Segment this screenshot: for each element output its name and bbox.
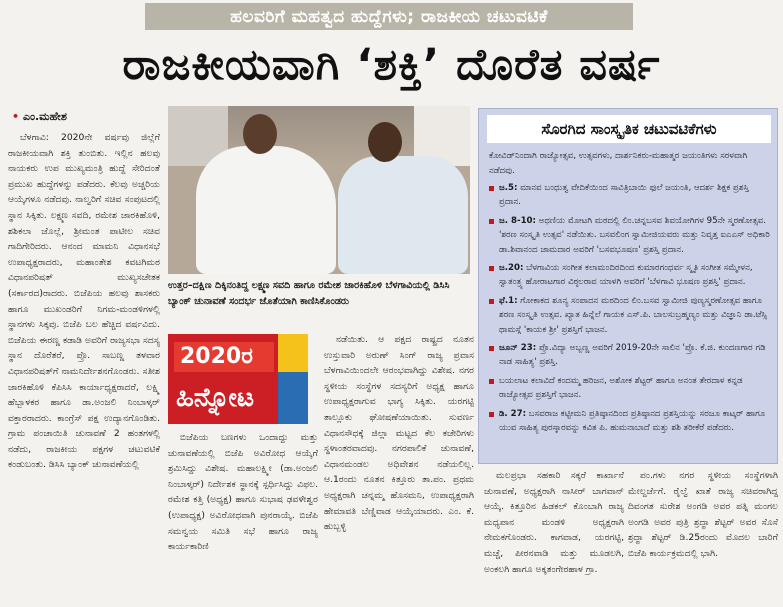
kicker-bar xyxy=(145,3,633,30)
headline xyxy=(0,34,783,96)
promo-word: ಹಿನ್ನೋಟ xyxy=(176,383,254,413)
article-column-2 xyxy=(168,430,318,602)
list-item: ಜ.5: ಮಾನವ ಬಂಧುತ್ವ ವೇದಿಕೆಯಿಂದ ಸಾವಿತ್ರಿಬಾಯಿ ಫುಲೆ ಜಯಂತಿ, ಆದರ್ಶ ಶಿಕ್ಷಕ ಪ್ರಶಸ್ತಿ ಪ್ರದಾನ. xyxy=(489,181,771,210)
article-column-5 xyxy=(628,468,778,602)
news-photo xyxy=(168,106,470,274)
article-column-4 xyxy=(484,468,624,602)
sidebar-list xyxy=(489,181,771,440)
list-item: ಜ. 8-10: ಅಥಣಿಯ ಮೋಟಗಿ ಮಠದಲ್ಲಿ ಲಿಂ.ಚನ್ನಬಸವ ಶಿವಯೋಗಿಗಳ 95ನೇ ಸ್ಮರಣೋತ್ಸವ. 'ಶರಣ ಸಂಸ್ಕೃತಿ ಉತ್ಸವ' ನಡೆಯಿತು. ಬಸವಲಿಂಗ ಸ್ವಾಮೀಜಿಯವರು ಮತ್ತು ನಿವೃತ್ತ ಐಎಎಸ್ ಅಧಿಕಾರಿ ಡಾ.ಶಿವಾನಂದ ಜಾಮದಾರ ಅವರಿಗೆ 'ಬಸವಭೂಷಣ' ಪ್ರಶಸ್ತಿ ಪ್ರದಾನ. xyxy=(489,214,771,257)
headline-text: ರಾಜಕೀಯವಾಗಿ ‘ಶಕ್ತಿ’ ದೊರೆತ ವರ್ಷ xyxy=(122,40,661,90)
list-item: ಫೆ.1: ಗೋಕಾಕದ ಶೂನ್ಯ ಸಂಪಾದನ ಮಠದಿಂದ ಲಿಂ.ಬಸವ ಸ್ವಾಮೀಜಿ ಪುಣ್ಯಸ್ಮರಣೋತ್ಸವ ಹಾಗೂ ಶರಣ ಸಂಸ್ಕೃತಿ ಉತ್ಸವ. ಖ್ಯಾತ ಹಿನ್ನೆಲೆ ಗಾಯಕ ಎಸ್.ಪಿ. ಬಾಲಸುಬ್ರಹ್ಮಣ್ಯಂ ಮತ್ತು ವಿಜ್ಞಾನಿ ಡಾ.ಟೆಸ್ಸಿ ಥಾಮಸ್ಗೆ 'ಕಾಯಕ ಶ್ರೀ' ಪ್ರಶಸ್ತಿಗೆ ಭಾಜನ. xyxy=(489,294,771,337)
kicker-text: ಹಲವರಿಗೆ ಮಹತ್ವದ ಹುದ್ದೆಗಳು; ರಾಜಕೀಯ ಚಟುವಟಿಕೆ xyxy=(230,6,548,27)
sidebar-title: ಸೊರಗಿದ ಸಾಂಸ್ಕೃತಿಕ ಚಟುವಟಿಕೆಗಳು xyxy=(487,115,771,143)
article-text: ಬೆಳಗಾವಿ: 2020ನೇ ವರ್ಷವು ಜಿಲ್ಲೆಗೆ ರಾಜಕೀಯವಾಗಿ ಶಕ್ತಿ ತುಂಬಿತು. ಇಲ್ಲಿನ ಹಲವು ನಾಯಕರು ಉಪ ಮುಖ್ಯಮಂತ್ರಿ ಹುದ್ದೆ ಸೇರಿದಂತೆ ಪ್ರಮುಖ ಹುದ್ದೆಗಳನ್ನು ಪಡೆದರು. ಕೆಲವು ಅಚ್ಚರಿಯ ಆಯ್ಕೆಗಳೂ ನಡೆದವು. ನಾಲ್ವರಿಗೆ ಸಚಿವ ಸಂಪುಟದಲ್ಲಿ ಸ್ಥಾನ ಸಿಕ್ಕಿತು. ಲಕ್ಷ್ಮಣ ಸವದಿ, ರಮೇಶ ಜಾರಕಿಹೊಳಿ, ಶಶಿಕಲಾ ಜೊಲ್ಲೆ, ಶ್ರೀಮಂತ ಪಾಟೀಲ ಸಚಿವ ಗಾದಿಗೇರಿದರು. ಆನಂದ ಮಾಮನಿ ವಿಧಾನಸಭೆ ಉಪಾಧ್ಯಕ್ಷರಾದರು, ಮಹಾಂತೇಶ ಕವಟಗಿಮಠ ವಿಧಾನಪರಿಷತ್ ಮುಖ್ಯಸಚೇತಕ (ಸರ್ಕಾರದ)ರಾದರು. ಬಿಜೆಪಿಯ ಹಲವು ಶಾಸಕರು ಹಾಗೂ ಮುಖಂಡರಿಗೆ ನಿಗಮ-ಮಂಡಳಿಗಳಲ್ಲಿ ಸ್ಥಾನಗಳು ಸಿಕ್ಕವು. ಬಿಜೆಪಿ ಬಲ ಹೆಚ್ಚಿದ ವರ್ಷವಿದು. ಬಿಜೆಪಿಯ ಈರಣ್ಣ ಕಡಾಡಿ ಅವರಿಗೆ ರಾಜ್ಯಸಭಾ ಸದಸ್ಯ ಸ್ಥಾನ ದೊರೆತರೆ, ಪ್ರೊ. ಸಾಬಣ್ಣ ತಳವಾರ ವಿಧಾನಪರಿಷತ್‌ಗೆ ನಾಮನಿರ್ದೇಶನಗೊಂಡರು. ಸತೀಶ ಜಾರಕಿಹೊಳಿ ಕೆಪಿಸಿಸಿ ಕಾರ್ಯಾಧ್ಯಕ್ಷರಾದರೆ, ಲಕ್ಷ್ಮಿ ಹೆಬ್ಬಾಳಕರ ಹಾಗೂ ಡಾ.ಅಂಜಲಿ ನಿಂಬಾಳ್ಕರ್ ವಕ್ತಾರರಾದರು. ಕಾಂಗ್ರೆಸ್ ಪಕ್ಷ ಉದ್ಯಾನಗೊಂಡಿತು. ಗ್ರಾಮ ಪಂಚಾಯಿತಿ ಚುನಾವಣೆ 2 ಹಂತಗಳಲ್ಲಿ ನಡೆದು, ರಾಜಕೀಯ ಪಕ್ಷಗಳ ಚಟುವಟಿಕೆ ಕಂಡುಬಂತು. ಡಿಸಿಸಿ ಬ್ಯಾಂಕ್ ಚುನಾವಣೆಯಲ್ಲಿ xyxy=(8,132,160,471)
article-text: ಮಲಪ್ರಭಾ ಸಹಕಾರಿ ಸಕ್ಕರೆ ಕಾರ್ಖಾನೆ ಚುನಾವಣೆ, ಅಧ್ಯಕ್ಷರಾಗಿ ನಾಸೀರ್ ಬಾಗವಾನ್ ಆಯ್ಕೆ. ಕಿತ್ತೂರಿನ ಹಿಡಕಲ್ ಕೊಂಬಾಗಿ ರಾಜ್ಯ ಮಧ್ಯಪಾನ ಮಂಡಳಿ ಅಧ್ಯಕ್ಷರಾಗಿ ನೇಮಕಗೊಂಡರು. ಕಾಗವಾಡ, ಯರಗಟ್ಟಿ, ಮಚ್ಚೆ, ಪೀರನವಾಡಿ ಮತ್ತು ಮೂಡಲಗಿ, ಅಂಕಲಗಿ ಹಾಗೂ ಅಕ್ಕತಂಗೇರಹಾಳ ಗ್ರಾ. xyxy=(484,470,624,575)
photo-caption: ಉತ್ತರ–ದಕ್ಷಿಣ ದಿಕ್ಕಿನಂತಿದ್ದ ಲಕ್ಷ್ಮಣ ಸವದಿ ಹಾಗೂ ರಮೇಶ ಜಾರಕಿಹೊಳಿ ಬೆಳಗಾವಿಯಲ್ಲಿ ಡಿಸಿಸಿ ಬ್ಯಾಂಕ್ ಚುನಾವಣೆ ಸಂದರ್ಭ ಜೊತೆಯಾಗಿ ಕಾಣಿಸಿಕೊಂಡರು xyxy=(168,280,450,307)
list-item: ಡಿ. 27: ಬಸವರಾಜ ಕಟ್ಟೀಮನಿ ಪ್ರತಿಷ್ಠಾನದಿಂದ ಪ್ರತಿಷ್ಠಾನದ ಪ್ರಶಸ್ತಿಯನ್ನು ಸರಜೂ ಕಾಟ್ಕರ್ ಹಾಗೂ ಯುವ ಸಾಹಿತ್ಯ ಪುರಸ್ಕಾರವನ್ನು ಕವಿತ ಪಿ. ಹುಮನಾಬಾದೆ ಮತ್ತು ಶಶಿ ತರೀಕೆರೆ ಪಡೆದರು. xyxy=(489,407,771,436)
byline: • ಎಂ.ಮಹೇಶ xyxy=(12,110,67,124)
article-column-1 xyxy=(8,130,160,602)
person-left xyxy=(196,146,336,274)
article-text: ಬಿಜೆಪಿಯ ಬಣಗಳು ಒಂದಾದ್ದು ಮತ್ತು ಚುನಾವಣೆಯಲ್ಲಿ ಬಿಜೆಪಿ ಅವಿರೋಧ ಆಯ್ಕೆಗೆ ಶ್ರಮಿಸಿದ್ದು ವಿಶೇಷ. ಮಹಾಲಕ್ಷ್ಮೀ (ಡಾ.ಅಂಜಲಿ ನಿಂಬಾಳ್ಕರ್) ನಿರ್ದೇಶಕ ಸ್ಥಾನಕ್ಕೆ ಸ್ಪರ್ಧಿಸಿದ್ದು ವಿಫಲ. ರಮೇಶ ಕತ್ತಿ (ಅಧ್ಯಕ್ಷ) ಹಾಗೂ ಸುಭಾಷ ಢವಳೇಶ್ವರ (ಉಪಾಧ್ಯಕ್ಷ) ಅವಿರೋಧವಾಗಿ ಪುನರಾಯ್ಕೆ. ಬಿಜೆಪಿ ಸಮನ್ವಯ ಸಮಿತಿ ಸಭೆ ಹಾಗೂ ರಾಜ್ಯ ಕಾರ್ಯಕಾರಿಣಿ xyxy=(168,432,318,553)
list-item: ಬಯಲಾಟ ಕಲಾವಿದೆ ಕಂದಮ್ಮ ಹರಿಜನ, ಅಶೋಕ ಶೆಟ್ಟರ್ ಹಾಗೂ ಅನಂತ ತೇರದಾಳ ಕನ್ನಡ ರಾಜ್ಯೋತ್ಸವ ಪ್ರಶಸ್ತಿಗೆ ಭಾಜನ. xyxy=(489,374,771,403)
person-right xyxy=(338,156,468,274)
promo-year: 2020ರ xyxy=(174,342,274,372)
article-text: ನಡೆಯಿತು. ಆ ಪಕ್ಷದ ರಾಷ್ಟ್ರದ ನೂತನ ಉಸ್ತುವಾರಿ ಅರುಣ್ ಸಿಂಗ್ ರಾಜ್ಯ ಪ್ರವಾಸ ಬೆಳಗಾವಿಯಿಂದಲೇ ಆರಂಭವಾಗಿದ್ದು ವಿಶೇಷ. ನಗರ ಸ್ಥಳೀಯ ಸಂಸ್ಥೆಗಳ ಸದಸ್ಯರಿಗೆ ಅಧ್ಯಕ್ಷ ಹಾಗೂ ಉಪಾಧ್ಯಕ್ಷರಾಗುವ ಭಾಗ್ಯ ಸಿಕ್ಕಿತು. ಯರಗಟ್ಟಿ ತಾಲ್ಲೂಕು ಘೋಷಣೆಯಾಯಿತು. ಸುವರ್ಣ ವಿಧಾನಸೌಧಕ್ಕೆ ಜಿಲ್ಲಾ ಮಟ್ಟದ ಕೆಲ ಕಚೇರಿಗಳು ಸ್ಥಳಾಂತರವಾದವು. ನಗರಪಾಲಿಕೆ ಚುನಾವಣೆ, ವಿಧಾನಮಂಡಲ ಅಧಿವೇಶನ ನಡೆಯಲಿಲ್ಲ. ಆ.1ರಂದು ನೂತನ ಕಿತ್ತೂರು ತಾ.ಪಂ. ಪ್ರಥಮ ಅಧ್ಯಕ್ಷರಾಗಿ ಚನ್ನಮ್ಮ ಹೊಸಮನಿ, ಉಪಾಧ್ಯಕ್ಷರಾಗಿ ಹೇಮಾವತಿ ಬೆಣ್ಣಿವಾಡ ಆಯ್ಕೆಯಾದರು. ಎಂ. ಕೆ. ಹುಬ್ಬಳ್ಳಿ xyxy=(324,334,474,533)
list-item: ಜೂನ್ 23: ಪ್ರೊ.ವಿದ್ಯಾ ಅಬ್ಬಣ್ಣ ಅವರಿಗೆ 2019-20ನೇ ಸಾಲಿನ 'ಪ್ರೊ. ಕೆ.ಜಿ. ಕುಂದಣಗಾರ ಗಡಿ ನಾಡ ಸಾಹಿತ್ಯ' ಪ್ರಶಸ್ತಿ. xyxy=(489,341,771,370)
culture-sidebar xyxy=(478,108,778,464)
sidebar-intro: ಕೋವಿಡ್‌ನಿಂದಾಗಿ ರಾಜ್ಯೋತ್ಸವ, ಉತ್ಸವಗಳು, ದಾರ್ಶನಿಕರು-ಮಹಾತ್ಮರ ಜಯಂತಿಗಳು ಸರಳವಾಗಿ ನಡೆದವು. xyxy=(489,151,748,176)
article-text: ಪಂ.ಗಳು ನಗರ ಸ್ಥಳೀಯ ಸಂಸ್ಥೆಗಳಾಗಿ ಮೇಲ್ದರ್ಜೆಗೆ. ರೈಲ್ವೆ ಖಾತೆ ರಾಜ್ಯ ಸಚಿವರಾಗಿದ್ದ ದಿವಂಗತ ಸುರೇಶ ಅಂಗಡಿ ಅವರ ಪತ್ನಿ ಮಂಗಲ ಅಂಗಡಿ ಅವರ ಪುತ್ರಿ ಶ್ರದ್ಧಾ ಶೆಟ್ಟರ್ ಅವರ ಸೊಸೆ ಶ್ರದ್ಧಾ ಶೆಟ್ಟರ್ ಡಿ.25ರಂದು ಮೊದಲ ಬಾರಿಗೆ ಬಿಜೆಪಿ ಕಾರ್ಯಕ್ರಮದಲ್ಲಿ ಭಾಗಿ. xyxy=(628,470,778,559)
year-review-promo xyxy=(168,334,308,424)
list-item: ಜ.20: ಬೆಳಗಾವಿಯ ಸಂಗೀತ ಕಲಾಮಂದಿರದಿಂದ ಕುಮಾರಗಂಧರ್ವ ಸ್ಮೃತಿ ಸಂಗೀತ ಸಮ್ಮೇಳನ, ಸ್ವಾತಂತ್ರ್ಯ ಹೋರಾಟಗಾರ ವಿಠ್ಠಲರಾವ ಯಾಳಗಿ ಅವರಿಗೆ 'ಬೆಳಗಾವಿ ಭೂಷಣ ಪ್ರಶಸ್ತಿ' ಪ್ರದಾನ. xyxy=(489,261,771,290)
article-column-3 xyxy=(324,332,474,602)
